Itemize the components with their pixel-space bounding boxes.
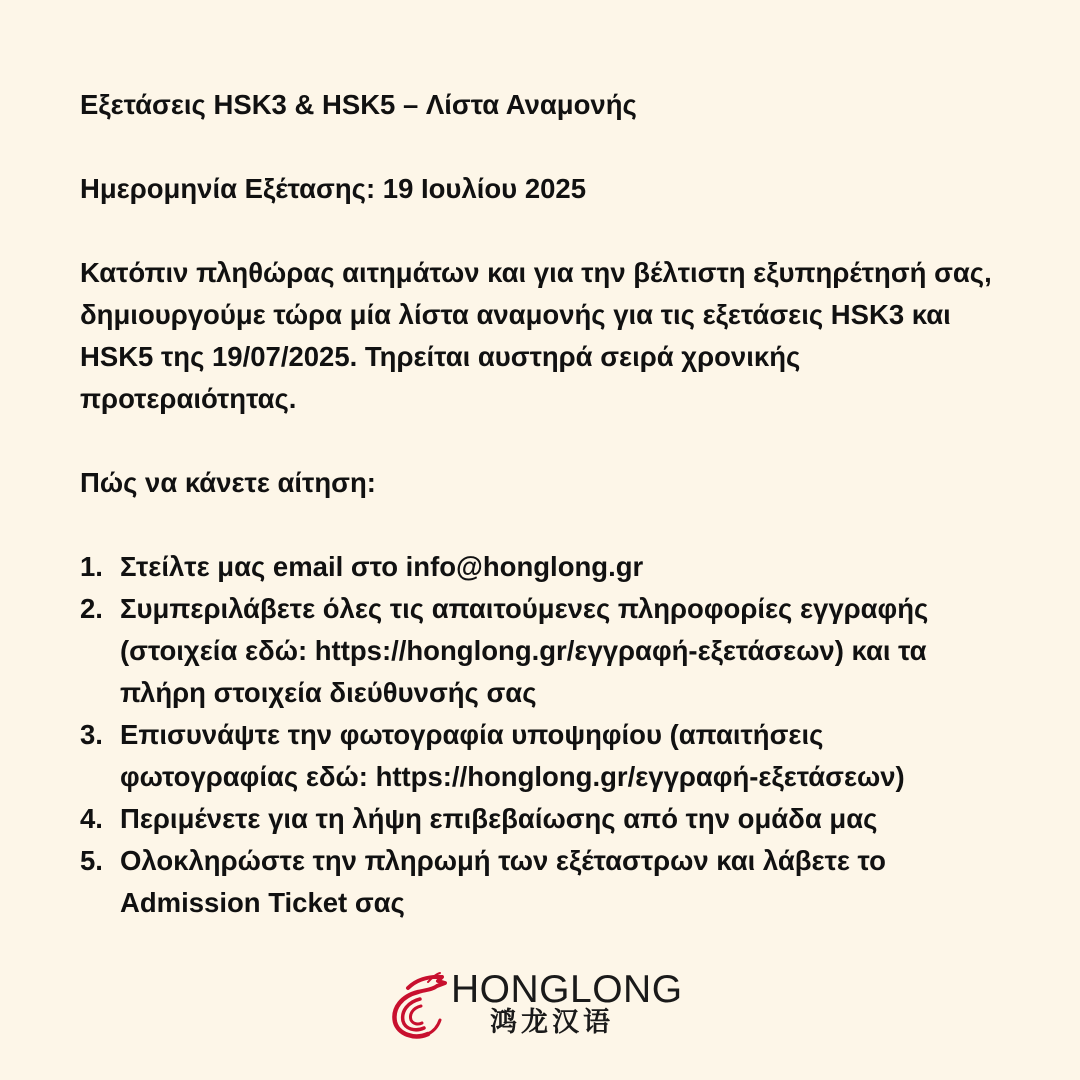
step-item [80, 798, 1005, 840]
step-number: 4. [80, 803, 103, 834]
logo-name-en: HONGLONG [451, 968, 683, 1011]
step-text: Συμπεριλάβετε όλες τις απαιτούμενες πληροφορίες εγγραφής (στοιχεία εδώ: https://honglong.gr/εγγραφή-εξετάσεων) και τα πλήρη στοιχεία διεύθυνσής σας [120, 593, 929, 708]
step-item [80, 714, 1005, 798]
application-steps [80, 546, 1005, 924]
dragon-head [408, 977, 445, 992]
announcement-title: Εξετάσεις HSK3 & HSK5 – Λίστα Αναμονής [80, 89, 637, 120]
exam-date: Ημερομηνία Εξέτασης: 19 Ιουλίου 2025 [80, 173, 586, 204]
step-item [80, 840, 1005, 924]
how-to-heading: Πώς να κάνετε αίτηση: [80, 467, 376, 498]
step-text: Στείλτε μας email στο info@honglong.gr [120, 551, 644, 582]
dragon-tail [428, 1020, 440, 1034]
step-number: 1. [80, 551, 103, 582]
step-number: 3. [80, 719, 103, 750]
step-item [80, 588, 1005, 714]
step-number: 2. [80, 593, 103, 624]
step-text: Ολοκληρώστε την πληρωμή των εξέταστρων και λάβετε το Admission Ticket σας [120, 845, 886, 918]
step-text: Περιμένετε για τη λήψη επιβεβαίωσης από την ομάδα μας [120, 803, 878, 834]
dragon-body-middle [403, 999, 424, 1030]
dragon-swirl-icon [388, 968, 450, 1040]
dragon-body-inner [410, 1006, 422, 1024]
intro-paragraph: Κατόπιν πληθώρας αιτημάτων και για την βέλτιστη εξυπηρέτησή σας, δημιουργούμε τώρα μία λίστα αναμονής για τις εξετάσεις HSK3 και HSK5 της 19/07/2025. Τηρείται αυστηρά σειρά χρονικής προτεραιότητας. [80, 257, 992, 414]
step-text: Επισυνάψτε την φωτογραφία υποψηφίου (απαιτήσεις φωτογραφίας εδώ: https://honglong.gr/εγγραφή-εξετάσεων) [120, 719, 905, 792]
step-number: 5. [80, 845, 103, 876]
logo-name-cn: 鸿龙汉语 [490, 1007, 614, 1038]
step-item [80, 546, 1005, 588]
announcement-content [80, 84, 1005, 924]
honglong-logo [388, 966, 698, 1042]
